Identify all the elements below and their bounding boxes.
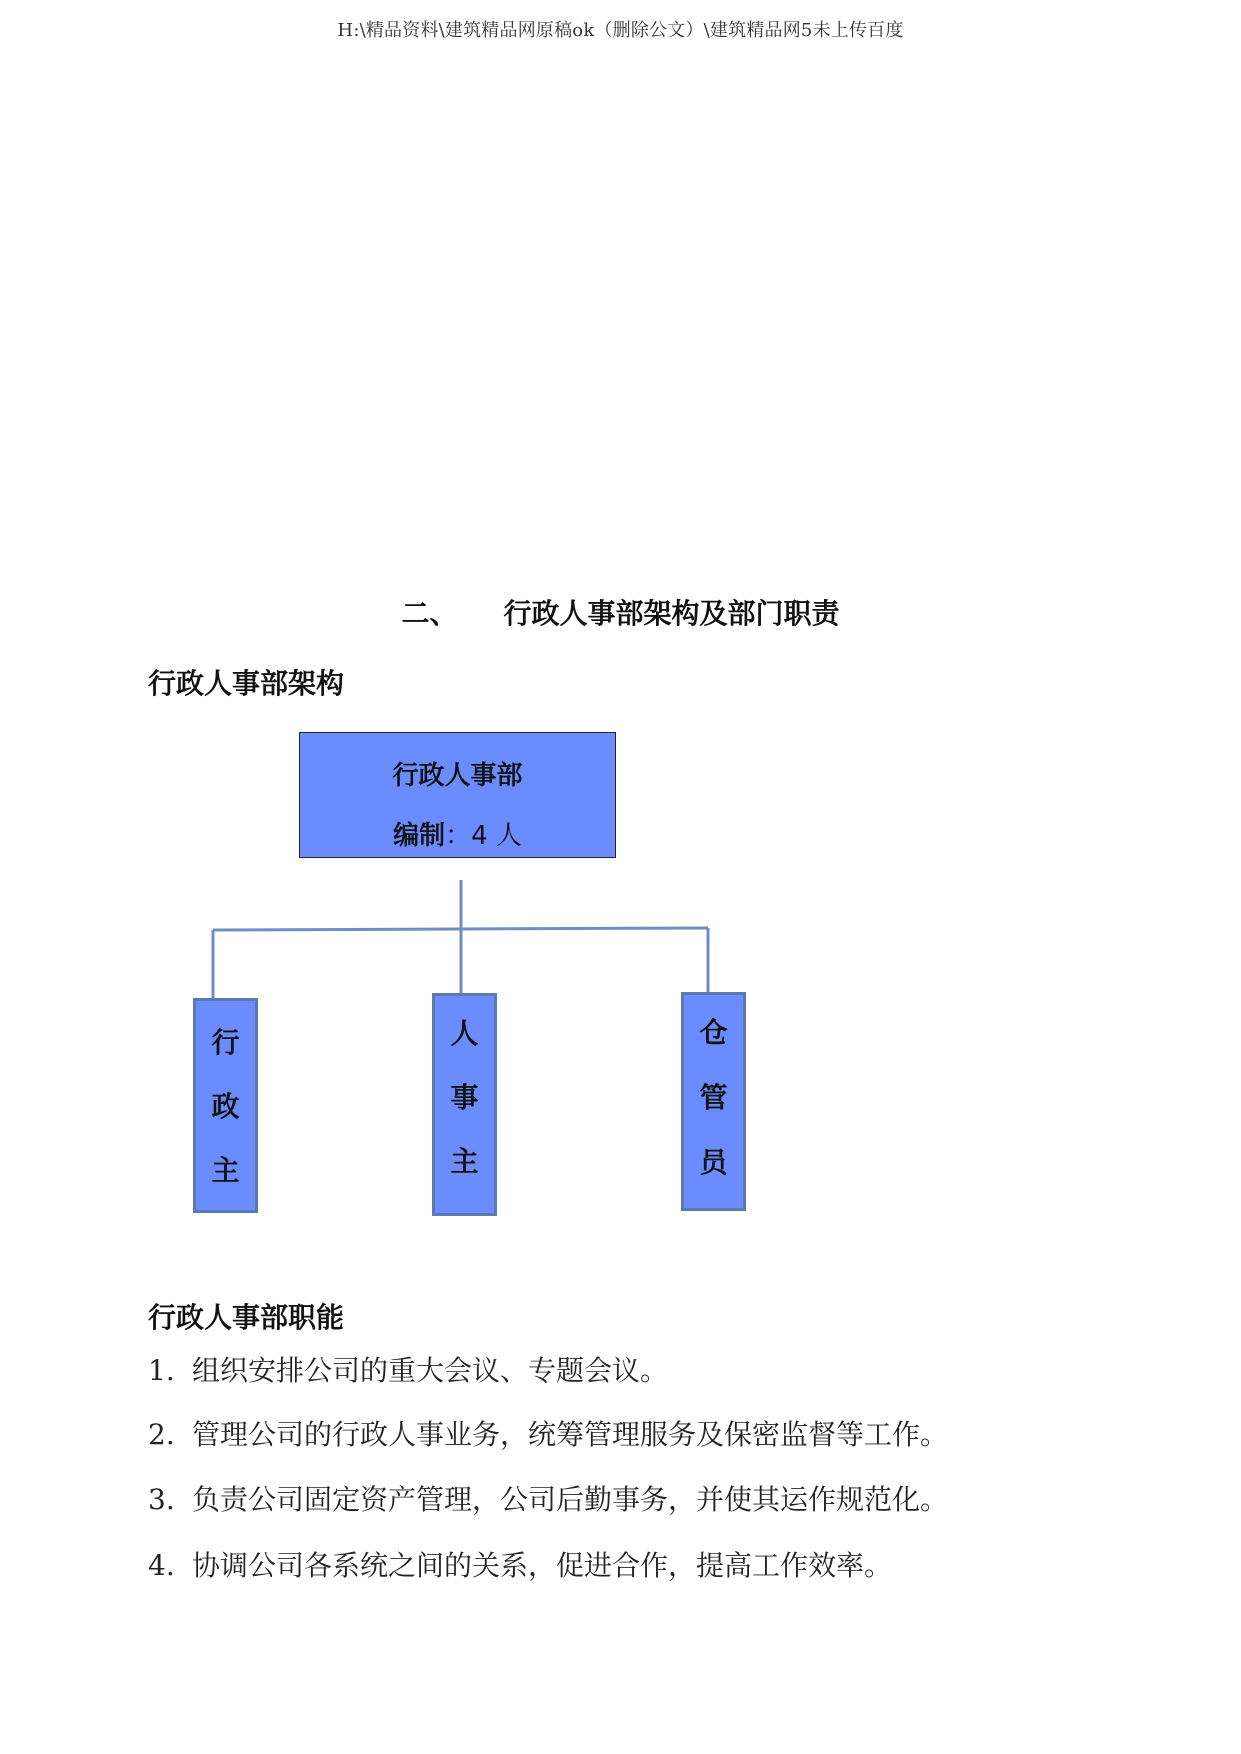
- function-text: 协调公司各系统之间的关系，促进合作，提高工作效率。: [192, 1549, 893, 1582]
- function-index: 3.: [148, 1483, 175, 1516]
- function-index: 1.: [148, 1354, 175, 1387]
- org-root-staffing-label: 编制: [393, 821, 446, 851]
- structure-heading: 行政人事部架构: [148, 667, 345, 700]
- function-text: 管理公司的行政人事业务，统筹管理服务及保密监督等工作。: [192, 1418, 949, 1451]
- functions-heading: 行政人事部职能: [148, 1301, 345, 1334]
- function-item: [148, 1349, 668, 1389]
- org-child-admin-char-2: 政: [211, 1090, 240, 1123]
- org-child-admin-char-3: 主: [211, 1154, 240, 1187]
- header-file-path: H:\精品资料\建筑精品网原稿ok（删除公文）\建筑精品网5未上传百度: [337, 20, 904, 41]
- org-child-admin: [193, 998, 258, 1213]
- section-title: [0, 592, 1241, 632]
- org-child-hr-char-2: 事: [450, 1081, 479, 1114]
- org-root-staffing-value: ：4 人: [445, 821, 522, 851]
- org-child-hr: [432, 993, 497, 1216]
- function-text: 负责公司固定资产管理，公司后勤事务，并使其运作规范化。: [192, 1483, 949, 1516]
- function-index: 4.: [148, 1549, 175, 1582]
- section-number: 二、: [401, 597, 458, 630]
- org-root-box: [299, 732, 616, 858]
- function-item: [148, 1544, 892, 1584]
- org-child-hr-char-3: 主: [450, 1145, 479, 1178]
- branch-horizontal-line: [213, 928, 708, 930]
- org-root-staffing: [300, 815, 615, 852]
- function-item: [148, 1413, 948, 1453]
- org-child-admin-char-1: 行: [211, 1026, 240, 1059]
- org-child-warehouse-char-1: 仓: [699, 1016, 728, 1049]
- function-index: 2.: [148, 1418, 175, 1451]
- org-child-warehouse-char-3: 员: [699, 1146, 728, 1179]
- org-root-name: 行政人事部: [392, 761, 523, 791]
- function-item: [148, 1478, 948, 1518]
- function-text: 组织安排公司的重大会议、专题会议。: [192, 1354, 669, 1387]
- org-child-warehouse-char-2: 管: [699, 1081, 728, 1114]
- section-title-text: 行政人事部架构及部门职责: [503, 597, 840, 630]
- org-child-hr-char-1: 人: [450, 1017, 479, 1050]
- org-child-warehouse: [681, 992, 746, 1211]
